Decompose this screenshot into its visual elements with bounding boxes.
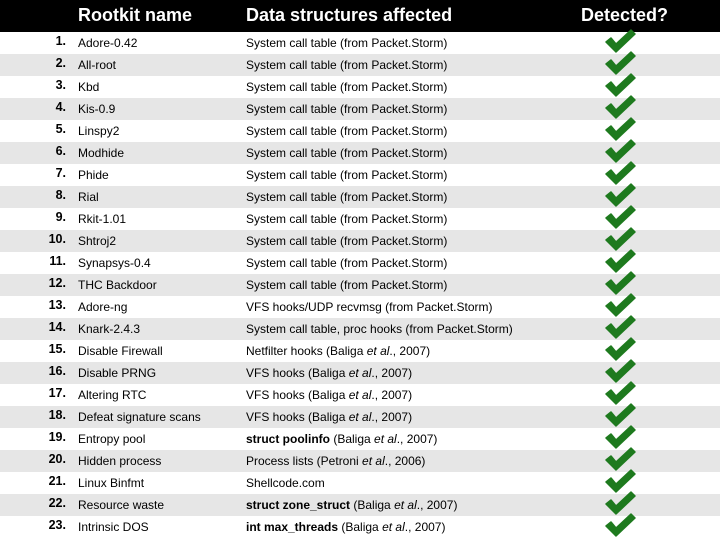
row-number: 2. — [55, 56, 66, 70]
data-structures-segment: et al — [348, 388, 372, 402]
data-structures-affected — [246, 190, 447, 204]
row-number: 5. — [55, 122, 66, 136]
rootkit-name: Modhide — [78, 146, 125, 160]
data-structures-segment: ., 2007) — [371, 388, 413, 402]
column-header-data-structures: Data structures affected — [246, 5, 453, 25]
row-number: 9. — [55, 210, 66, 224]
data-structures-segment: ., 2007) — [371, 366, 413, 380]
rootkit-name: Disable PRNG — [78, 366, 157, 380]
data-structures-affected — [246, 300, 493, 314]
data-structures-segment: int max_threads — [246, 520, 339, 534]
data-structures-affected — [246, 344, 430, 358]
rootkit-name: Kis-0.9 — [78, 102, 116, 116]
data-structures-segment: struct zone_struct — [246, 498, 351, 512]
data-structures-segment: System call table (from Packet.Storm) — [246, 80, 448, 94]
row-number: 7. — [55, 166, 66, 180]
check-icon — [603, 512, 637, 538]
row-number: 11. — [49, 254, 66, 268]
rootkit-name: Knark-2.4.3 — [78, 322, 141, 336]
data-structures-affected — [246, 102, 447, 116]
data-structures-segment: System call table (from Packet.Storm) — [246, 146, 448, 160]
row-number: 3. — [55, 78, 66, 92]
rootkit-name: Rkit-1.01 — [78, 212, 127, 226]
data-structures-segment: System call table (from Packet.Storm) — [246, 234, 448, 248]
data-structures-segment: (Baliga — [338, 520, 383, 534]
data-structures-affected — [246, 256, 447, 270]
rootkit-name: All-root — [78, 58, 117, 72]
row-number: 14. — [48, 320, 66, 334]
data-structures-segment: et al — [362, 454, 385, 468]
row-number: 12. — [48, 276, 66, 290]
data-structures-segment: VFS hooks/UDP recvmsg (from Packet.Storm) — [246, 300, 493, 314]
data-structures-segment: ., 2007) — [389, 344, 431, 358]
column-header-rootkit-name: Rootkit name — [78, 5, 193, 25]
data-structures-segment: et al — [348, 366, 372, 380]
data-structures-affected — [246, 124, 447, 138]
row-number: 10. — [48, 232, 66, 246]
data-structures-affected — [246, 322, 513, 336]
data-structures-segment: (Baliga — [330, 432, 375, 446]
data-structures-segment: ., 2006) — [384, 454, 426, 468]
rootkit-name: Linspy2 — [78, 124, 120, 138]
rootkit-name: Intrinsic DOS — [78, 520, 149, 534]
data-structures-segment: System call table (from Packet.Storm) — [246, 168, 448, 182]
data-structures-affected — [246, 454, 425, 468]
row-number: 4. — [55, 100, 66, 114]
rootkit-name: Shtroj2 — [78, 234, 117, 248]
rootkit-name: Phide — [78, 168, 109, 182]
table-row — [0, 516, 720, 538]
data-structures-segment: System call table (from Packet.Storm) — [246, 190, 448, 204]
data-structures-segment: et al — [348, 410, 372, 424]
data-structures-affected — [246, 388, 412, 402]
data-structures-segment: ., 2007) — [404, 520, 446, 534]
data-structures-segment: et al — [394, 498, 417, 512]
row-number: 23. — [48, 518, 66, 532]
data-structures-segment: (Baliga — [350, 498, 395, 512]
data-structures-segment: ., 2007) — [371, 410, 413, 424]
data-structures-segment: ., 2007) — [396, 432, 438, 446]
data-structures-segment: struct poolinfo — [246, 432, 330, 446]
data-structures-segment: System call table (from Packet.Storm) — [246, 278, 448, 292]
data-structures-segment: et al — [382, 520, 405, 534]
data-structures-segment: System call table, proc hooks (from Packet.Storm) — [246, 322, 513, 336]
data-structures-segment: VFS hooks (Baliga — [246, 366, 349, 380]
row-number: 16. — [48, 364, 66, 378]
row-number: 18. — [48, 408, 66, 422]
row-number: 20. — [48, 452, 66, 466]
data-structures-affected — [246, 366, 412, 380]
rootkit-table-body — [0, 32, 720, 538]
data-structures-segment: System call table (from Packet.Storm) — [246, 256, 448, 270]
column-header-detected: Detected? — [581, 5, 669, 25]
data-structures-affected — [246, 80, 447, 94]
rootkit-name: Resource waste — [78, 498, 165, 512]
data-structures-affected — [246, 278, 447, 292]
data-structures-segment: Netfilter hooks (Baliga — [246, 344, 367, 358]
data-structures-segment: System call table (from Packet.Storm) — [246, 212, 448, 226]
rootkit-name: Entropy pool — [78, 432, 146, 446]
rootkit-name: Kbd — [78, 80, 100, 94]
rootkit-name: Defeat signature scans — [78, 410, 201, 424]
rootkit-name: Synapsys-0.4 — [78, 256, 151, 270]
rootkit-name: Rial — [78, 190, 99, 204]
data-structures-segment: System call table (from Packet.Storm) — [246, 58, 448, 72]
data-structures-segment: Shellcode.com — [246, 476, 325, 490]
row-number: 13. — [48, 298, 66, 312]
rootkit-name: Hidden process — [78, 454, 162, 468]
data-structures-segment: et al — [366, 344, 390, 358]
row-number: 19. — [48, 430, 66, 444]
data-structures-affected — [246, 58, 447, 72]
row-number: 6. — [55, 144, 66, 158]
data-structures-segment: Process lists (Petroni — [246, 454, 363, 468]
row-number: 17. — [48, 386, 66, 400]
row-number: 22. — [48, 496, 66, 510]
data-structures-affected — [246, 234, 447, 248]
data-structures-segment: VFS hooks (Baliga — [246, 410, 349, 424]
data-structures-segment: System call table (from Packet.Storm) — [246, 102, 448, 116]
data-structures-affected — [246, 476, 325, 490]
rootkit-name: Altering RTC — [78, 388, 147, 402]
data-structures-segment: System call table (from Packet.Storm) — [246, 124, 448, 138]
rootkit-name: Adore-ng — [78, 300, 128, 314]
data-structures-affected — [246, 498, 457, 512]
rootkit-name: Adore-0.42 — [78, 36, 138, 50]
data-structures-segment: et al — [374, 432, 397, 446]
rootkit-name: THC Backdoor — [78, 278, 157, 292]
row-number: 15. — [48, 342, 66, 356]
row-number: 8. — [55, 188, 66, 202]
data-structures-affected — [246, 146, 447, 160]
data-structures-affected — [246, 168, 447, 182]
data-structures-segment: System call table (from Packet.Storm) — [246, 36, 448, 50]
data-structures-affected — [246, 410, 412, 424]
data-structures-segment: ., 2007) — [416, 498, 458, 512]
data-structures-affected — [246, 36, 447, 50]
data-structures-affected — [246, 212, 447, 226]
data-structures-affected — [246, 432, 437, 446]
rootkit-name: Linux Binfmt — [78, 476, 145, 490]
rootkit-name: Disable Firewall — [78, 344, 163, 358]
row-number: 21. — [48, 474, 66, 488]
data-structures-segment: VFS hooks (Baliga — [246, 388, 349, 402]
data-structures-affected — [246, 520, 445, 534]
row-number: 1. — [55, 34, 66, 48]
